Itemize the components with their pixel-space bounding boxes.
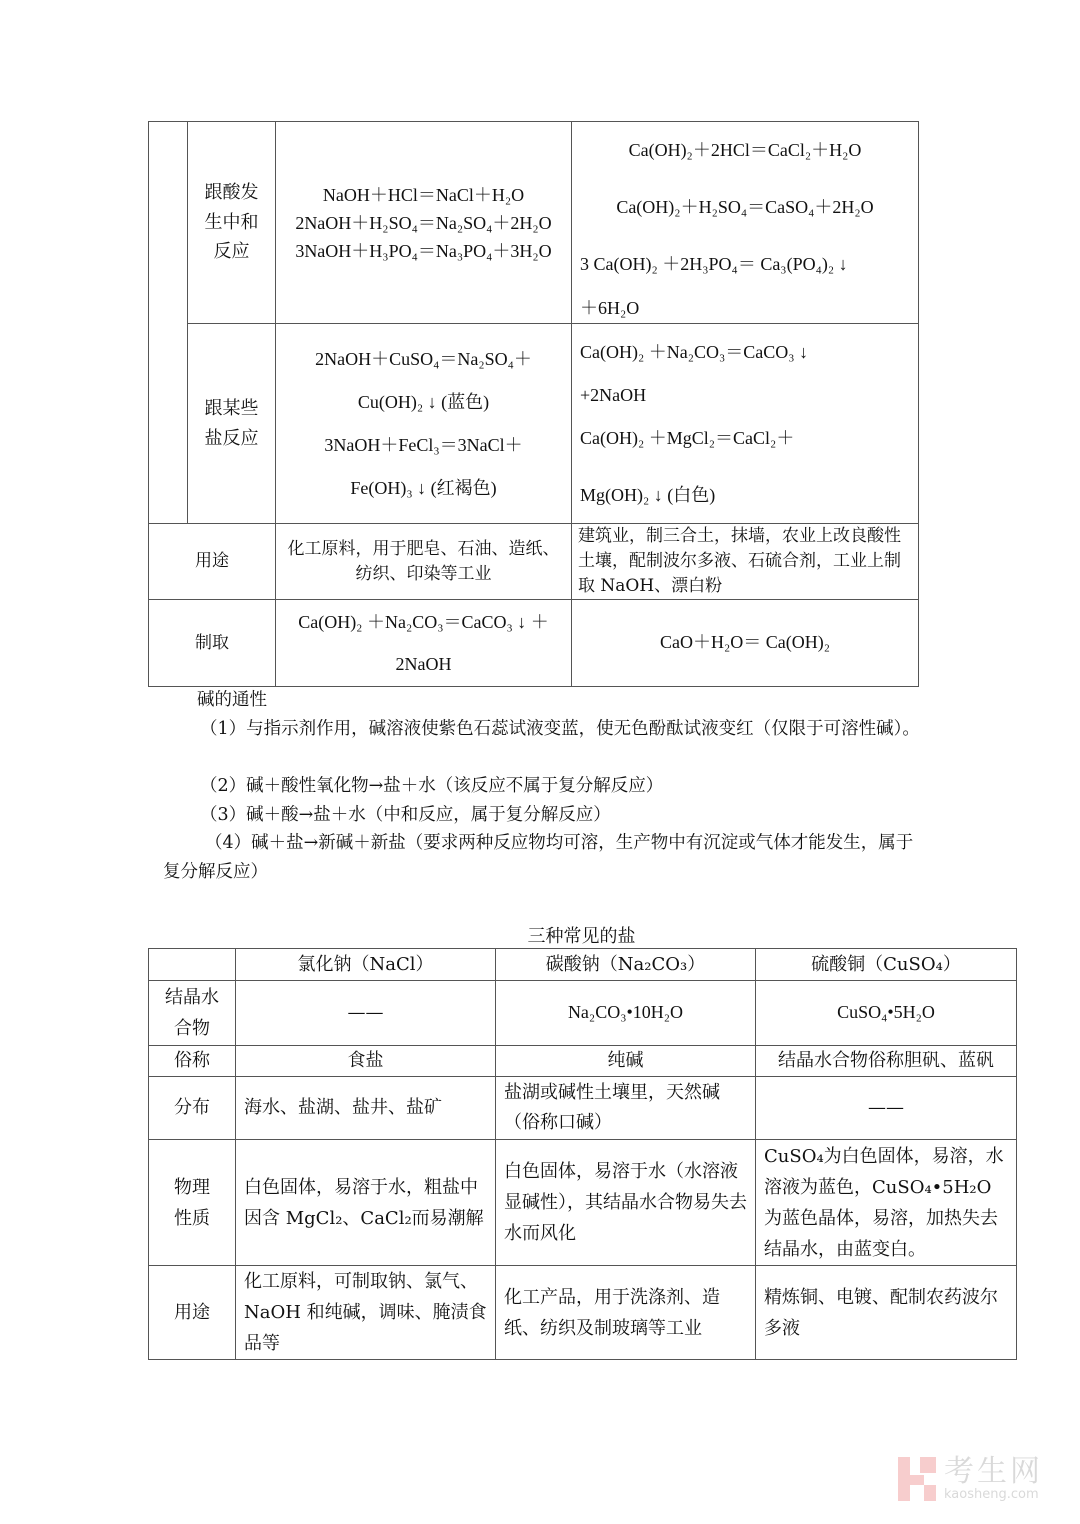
row-label: 跟酸发生中和反应	[188, 122, 276, 324]
table-row	[149, 981, 1017, 1046]
table-row	[149, 1266, 1017, 1360]
header-cell: 碳酸钠（Na₂CO₃）	[496, 949, 756, 981]
properties-title: 碱的通性	[197, 690, 267, 710]
equation: 2NaOH＋CuSO₄＝Na₂SO₄＋	[315, 348, 532, 369]
cell: ——	[756, 1077, 1017, 1140]
header-cell: 硫酸铜（CuSO₄）	[756, 949, 1017, 981]
naoh-cell	[276, 122, 572, 324]
equation: 3NaOH＋H₃PO₄＝Na₃PO₄＋3H₂O	[295, 240, 552, 261]
equation: Ca(OH)₂ ＋Na₂CO₃＝CaCO₃ ↓	[580, 341, 809, 362]
row-label: 用途	[149, 1266, 236, 1360]
naoh-cell	[276, 324, 572, 524]
caoh-cell	[572, 122, 919, 324]
equation: Ca(OH)₂＋H₂SO₄＝CaSO₄＋2H₂O	[616, 197, 874, 217]
property-item: （3）碱＋酸→盐＋水（中和反应，属于复分解反应）	[200, 805, 611, 825]
equation: Mg(OH)₂ ↓ (白色)	[580, 484, 716, 505]
watermark-name: 考生网	[944, 1454, 1043, 1489]
table-row	[149, 1077, 1017, 1140]
blank-cell	[149, 122, 188, 524]
equation: +2NaOH	[580, 384, 647, 405]
cell: 精炼铜、电镀、配制农药波尔多液	[756, 1266, 1017, 1360]
naoh-cell	[276, 600, 572, 687]
equation: Ca(OH)₂ ＋Na₂CO₃＝CaCO₃ ↓ ＋	[298, 612, 549, 632]
header-cell: 氯化钠（NaCl）	[236, 949, 496, 981]
table-row	[149, 324, 919, 524]
equation: Ca(OH)₂ ＋MgCl₂＝CaCl₂＋	[580, 427, 795, 448]
row-label: 分布	[149, 1077, 236, 1140]
table-row	[149, 524, 919, 600]
row-label: 制取	[149, 600, 276, 687]
watermark	[898, 1456, 1043, 1502]
equation: Cu(OH)₂ ↓ (蓝色)	[357, 391, 490, 412]
equation: Fe(OH)₃ ↓ (红褐色)	[350, 477, 497, 498]
equation: NaOH＋HCl＝NaCl＋H₂O	[322, 184, 525, 205]
watermark-domain: kaosheng.com	[944, 1487, 1039, 1502]
row-label: 物理性质	[149, 1140, 236, 1266]
cell: Na₂CO₃•10H₂O	[496, 981, 756, 1046]
cell: 结晶水合物俗称胆矾、蓝矾	[756, 1046, 1017, 1077]
equation: 2NaOH＋H₂SO₄＝Na₂SO₄＋2H₂O	[295, 212, 552, 233]
equation: ＋6H₂O	[580, 298, 640, 318]
cell: 化工产品，用于洗涤剂、造纸、纺织及制玻璃等工业	[496, 1266, 756, 1360]
salt-table-title: 三种常见的盐	[527, 926, 636, 947]
equation: Ca(OH)₂＋2HCl＝CaCl₂＋H₂O	[628, 140, 862, 160]
row-label: 用途	[149, 524, 276, 600]
cell: 食盐	[236, 1046, 496, 1077]
property-item: （1）与指示剂作用，碱溶液使紫色石蕊试液变蓝，使无色酚酞试液变红（仅限于可溶性碱）。	[200, 719, 920, 739]
table-row	[149, 122, 919, 324]
row-label: 结晶水合物	[149, 981, 236, 1046]
cell: 纯碱	[496, 1046, 756, 1077]
table-row	[149, 1140, 1017, 1266]
row-label: 跟某些盐反应	[188, 324, 276, 524]
property-item: （4）碱＋盐→新碱＋新盐（要求两种反应物均可溶，生产物中有沉淀或气体才能发生，属于复分解反应）	[163, 833, 914, 882]
kaosheng-logo-icon	[898, 1457, 936, 1501]
cell: CuSO₄•5H₂O	[756, 981, 1017, 1046]
cell: 海水、盐湖、盐井、盐矿	[236, 1077, 496, 1140]
cell: 白色固体，易溶于水，粗盐中因含 MgCl₂、CaCl₂而易潮解	[236, 1140, 496, 1266]
caoh-cell	[572, 324, 919, 524]
header-row	[149, 949, 1017, 981]
property-item: （2）碱＋酸性氧化物→盐＋水（该反应不属于复分解反应）	[200, 776, 664, 796]
base-properties-table	[148, 121, 919, 687]
salt-table	[148, 948, 1017, 1360]
cell: 化工原料，可制取钠、氯气、NaOH 和纯碱，调味、腌渍食品等	[236, 1266, 496, 1360]
caoh-cell: 建筑业，制三合土，抹墙，农业上改良酸性土壤，配制波尔多液、石硫合剂，工业上制取 NaOH、漂白粉	[572, 524, 919, 600]
cell: ——	[236, 981, 496, 1046]
equation: 2NaOH	[395, 654, 452, 674]
table-row	[149, 1046, 1017, 1077]
header-cell	[149, 949, 236, 981]
cell: 白色固体，易溶于水（水溶液显碱性），其结晶水合物易失去水而风化	[496, 1140, 756, 1266]
table-row	[149, 600, 919, 687]
equation: 3 Ca(OH)₂ ＋2H₃PO₄＝ Ca₃(PO₄)₂ ↓	[580, 254, 848, 274]
equation: 3NaOH＋FeCl₃＝3NaCl＋	[324, 434, 523, 455]
cell: 盐湖或碱性土壤里，天然碱（俗称口碱）	[496, 1077, 756, 1140]
caoh-cell: CaO＋H₂O＝ Ca(OH)₂	[572, 600, 919, 687]
row-label: 俗称	[149, 1046, 236, 1077]
naoh-cell: 化工原料，用于肥皂、石油、造纸、纺织、印染等工业	[276, 524, 572, 600]
cell: CuSO₄为白色固体，易溶，水溶液为蓝色，CuSO₄•5H₂O 为蓝色晶体，易溶，加热失去结晶水，由蓝变白。	[756, 1140, 1017, 1266]
